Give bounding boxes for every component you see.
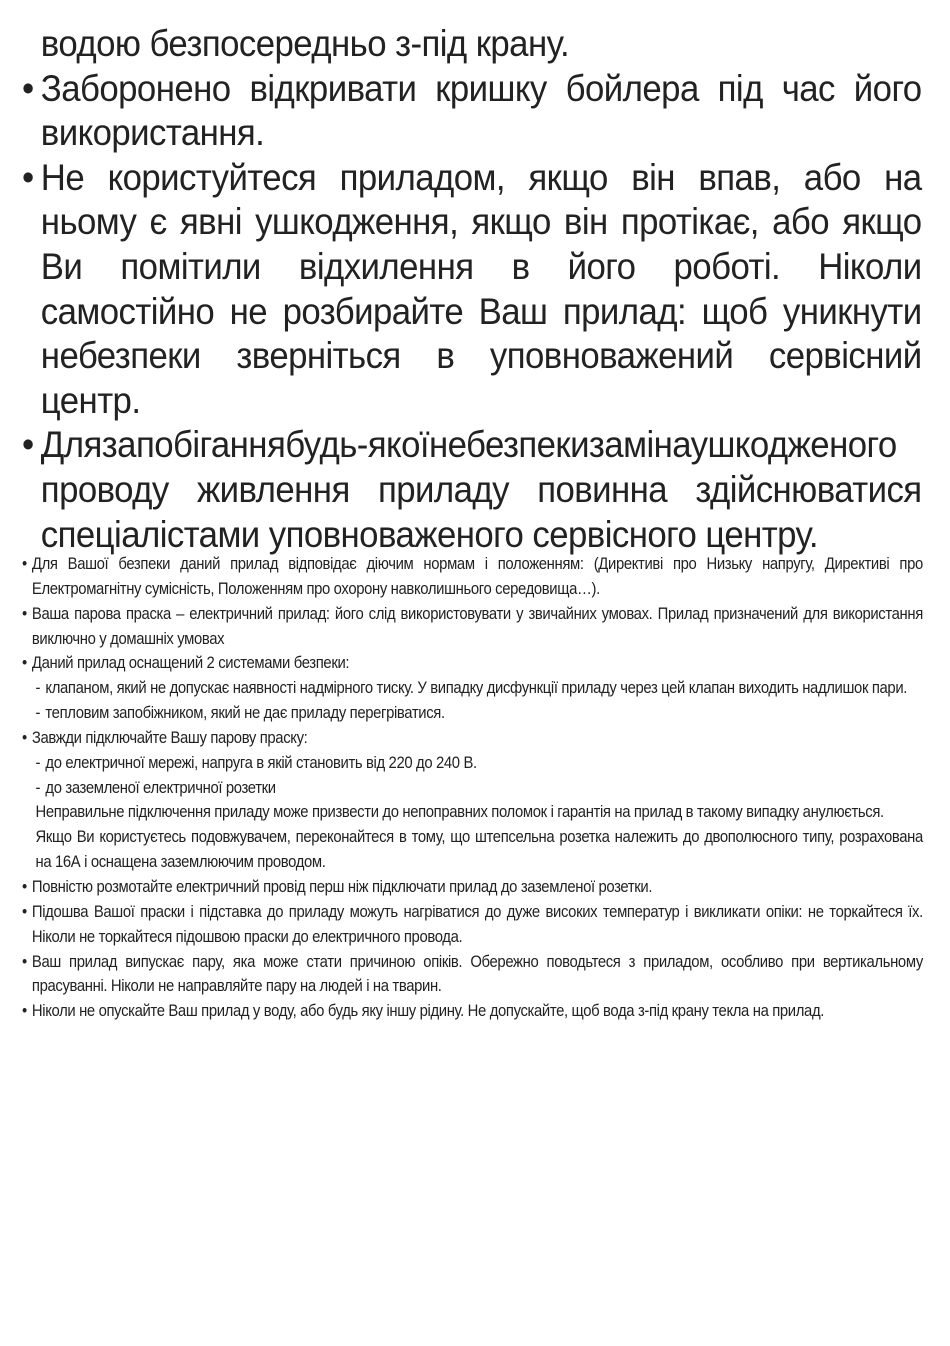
bullet-icon: • bbox=[22, 424, 34, 466]
dash-marker: - bbox=[35, 679, 41, 698]
safety-list-item bbox=[22, 900, 923, 950]
large-list-item bbox=[22, 67, 922, 156]
safety-paragraph: Неправильне підключення приладу може призвести до непоправних поломок і гарантія на прилад в такому випадку анулюється. bbox=[35, 803, 884, 822]
bullet-icon: • bbox=[22, 555, 27, 573]
safety-item-text: Ваша парова праска – електричний прилад: його слід використовувати у звичайних умовах. Прилад призначений для використання виключно у домашніх умовах bbox=[31, 604, 923, 648]
bullet-icon: • bbox=[22, 877, 27, 896]
safety-item-text: Завжди підключайте Вашу парову праску: bbox=[31, 728, 308, 747]
bullet-icon: • bbox=[22, 654, 27, 673]
safety-item-text: Ніколи не опускайте Ваш прилад у воду, або будь яку іншу рідину. Не допускайте, щоб вода з-під крану текла на прилад. bbox=[31, 1002, 825, 1021]
safety-sub-item bbox=[22, 751, 923, 776]
safety-item-text: Для Вашої безпеки даний прилад відповідає діючим нормам і положенням: (Директиві про Низьку напругу, Директиві про Електромагнітну сумісність, Положенням про охорону навколишнього середовища…). bbox=[31, 555, 923, 598]
safety-list-item bbox=[22, 950, 923, 1000]
safety-item-text: Даний прилад оснащений 2 системами безпеки: bbox=[31, 654, 350, 673]
safety-list-item bbox=[22, 875, 923, 900]
bullet-icon: • bbox=[22, 156, 34, 198]
continuation-text: водою безпосередньо з-під крану. bbox=[40, 23, 570, 64]
safety-paragraph: Якщо Ви користуєтесь подовжувачем, переконайтеся в тому, що штепсельна розетка належить до двополюсного типу, розрахована на 16А і оснащена заземлюючим проводом. bbox=[35, 828, 923, 872]
bullet-icon: • bbox=[22, 902, 27, 921]
large-item-text: Длязапобіганнябудь-якоїнебезпекизамінаушкодженого проводу живлення приладу повинна здійснюватися спеціалістами уповноваженого сервісного центру. bbox=[40, 424, 922, 555]
safety-sub-item bbox=[22, 776, 923, 801]
large-warnings-section bbox=[22, 22, 922, 557]
safety-list-item bbox=[22, 999, 923, 1024]
safety-list-item bbox=[22, 726, 923, 751]
bullet-icon: • bbox=[22, 1002, 27, 1021]
bullet-icon: • bbox=[22, 728, 27, 747]
safety-sub-text: до заземленої електричної розетки bbox=[45, 778, 276, 797]
large-list-item bbox=[22, 423, 922, 557]
large-list-item bbox=[22, 156, 922, 424]
large-item-text: Заборонено відкривати кришку бойлера під час його використання. bbox=[40, 67, 922, 154]
dash-marker: - bbox=[35, 778, 41, 797]
safety-item-text: Ваш прилад випускає пару, яка може стати причиною опіків. Обережно поводьтеся з приладом, особливо при вертикальному прасуванні. Ніколи не направляйте пару на людей і на тварин. bbox=[31, 952, 923, 996]
safety-sub-text: тепловим запобіжником, який не дає приладу перегріватися. bbox=[45, 704, 445, 723]
dash-marker: - bbox=[35, 753, 41, 772]
safety-item-text: Повністю розмотайте електричний провід перш ніж підключати прилад до заземленої розетки. bbox=[31, 877, 653, 896]
safety-list-item bbox=[22, 602, 923, 652]
bullet-icon: • bbox=[22, 67, 34, 109]
safety-sub-text: клапаном, який не допускає наявності надмірного тиску. У випадку дисфункції приладу через цей клапан виходить надлишок пари. bbox=[45, 679, 908, 698]
safety-item-text: Підошва Вашої праски і підставка до приладу можуть нагріватися до дуже високих температур і викликати опіки: не торкайтеся їх. Ніколи не торкайтеся підошвою праски до електричного провода. bbox=[31, 902, 923, 946]
safety-list-item bbox=[22, 552, 923, 602]
large-item-text: Не користуйтеся приладом, якщо він впав, або на ньому є явні ушкодження, якщо він протікає, або якщо Ви помітили відхилення в його роботі. Ніколи самостійно не розбирайте Ваш прилад: щоб уникнути небезпеки зверніться в уповноважений сервісний центр. bbox=[40, 156, 922, 421]
dash-marker: - bbox=[35, 704, 41, 723]
bullet-icon: • bbox=[22, 604, 27, 623]
safety-sub-item bbox=[22, 701, 923, 726]
safety-sub-item bbox=[22, 676, 923, 701]
small-safety-section bbox=[22, 552, 923, 1024]
bullet-icon: • bbox=[22, 952, 27, 971]
safety-sub-text: до електричної мережі, напруга в якій становить від 220 до 240 В. bbox=[45, 753, 477, 772]
safety-list-item bbox=[22, 651, 923, 676]
